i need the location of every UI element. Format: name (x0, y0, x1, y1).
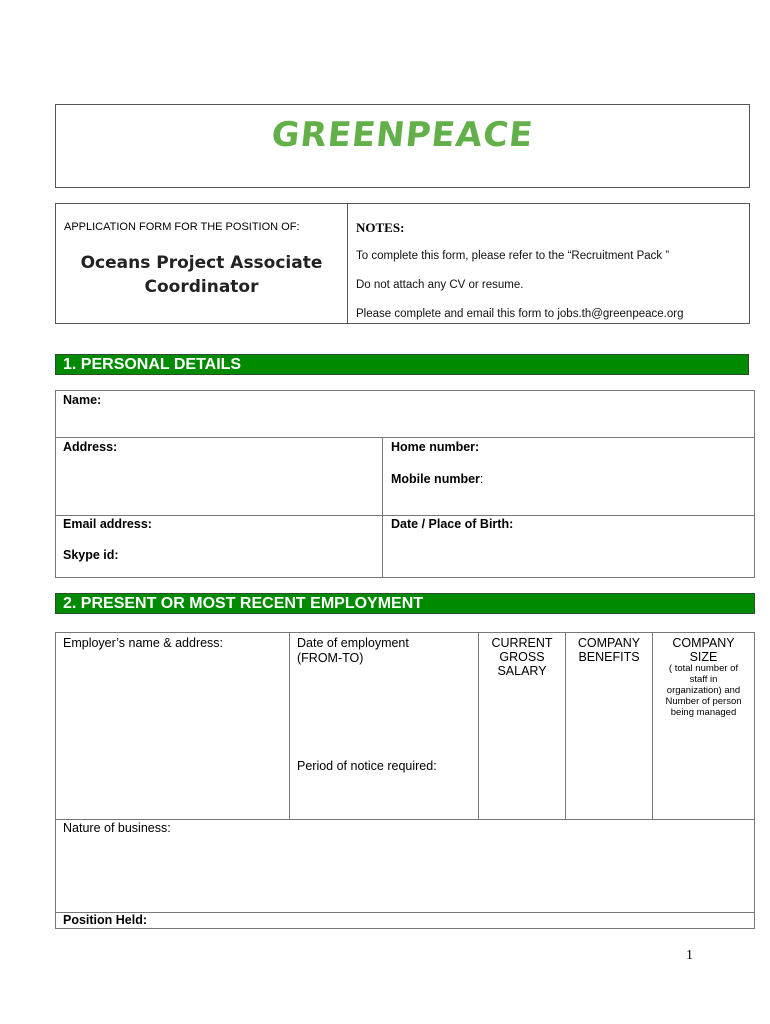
benefits-field[interactable] (565, 632, 653, 820)
email-label: Email address: (63, 517, 152, 531)
nature-label: Nature of business: (63, 821, 171, 835)
benefits-label (566, 636, 652, 664)
mobile-number-label-wrap (391, 470, 483, 488)
position-held-label: Position Held: (63, 913, 148, 927)
email-skype-field[interactable] (55, 515, 383, 578)
phone-fields[interactable] (382, 437, 755, 516)
name-label: Name: (63, 393, 102, 407)
salary-line1: CURRENT (491, 636, 553, 650)
position-title-line2: Coordinator (144, 277, 259, 297)
size-line1: COMPANY (672, 636, 735, 650)
section-heading-text: 1. PERSONAL DETAILS (63, 356, 242, 373)
date-label-line2: (FROM-TO) (297, 651, 364, 665)
employer-label: Employer’s name & address: (63, 636, 224, 650)
salary-line2: GROSS (499, 650, 545, 664)
size-note-line: ( total number of (668, 663, 739, 674)
size-note-line: organization) and (666, 685, 741, 696)
column-divider (347, 204, 348, 323)
birth-field[interactable] (382, 515, 755, 578)
position-held-field[interactable] (55, 912, 755, 929)
size-note-line: being managed (670, 707, 737, 718)
birth-label: Date / Place of Birth: (391, 517, 514, 531)
date-notice-field[interactable] (289, 632, 479, 820)
greenpeace-logo: GREENPEACE (269, 115, 536, 155)
position-title-line1: Oceans Project Associate (80, 253, 323, 273)
note-item: Do not attach any CV or resume. (356, 279, 524, 291)
employer-field[interactable] (55, 632, 290, 820)
size-line2: SIZE (689, 650, 718, 664)
skype-label: Skype id: (63, 548, 119, 562)
benefits-line2: BENEFITS (578, 650, 640, 664)
section-heading-employment (55, 593, 755, 614)
mobile-number-label: Mobile number (391, 472, 480, 486)
size-label (653, 636, 754, 664)
position-notes-box (55, 203, 750, 324)
position-title (56, 251, 347, 299)
salary-field[interactable] (478, 632, 566, 820)
name-field[interactable] (55, 390, 755, 438)
mobile-colon: : (479, 472, 484, 486)
nature-field[interactable] (55, 819, 755, 913)
address-label: Address: (63, 440, 118, 454)
section-heading-personal (55, 354, 749, 375)
note-item: To complete this form, please refer to the “Recruitment Pack ” (356, 250, 670, 262)
salary-label (479, 636, 565, 678)
size-note-line: Number of person (665, 696, 742, 707)
benefits-line1: COMPANY (577, 636, 641, 650)
size-note-line: staff in (689, 674, 718, 685)
notes-title: NOTES: (356, 220, 405, 235)
date-label-line1: Date of employment (297, 636, 409, 650)
notice-label: Period of notice required: (297, 759, 437, 773)
size-note (653, 663, 754, 718)
logo-box (55, 104, 750, 188)
address-field[interactable] (55, 437, 383, 516)
note-item: Please complete and email this form to jobs.th@greenpeace.org (356, 308, 684, 320)
page-number: 1 (686, 948, 693, 963)
home-number-label: Home number: (391, 440, 480, 454)
section-heading-text: 2. PRESENT OR MOST RECENT EMPLOYMENT (63, 595, 424, 612)
position-label: APPLICATION FORM FOR THE POSITION OF: (64, 221, 300, 233)
salary-line3: SALARY (497, 664, 547, 678)
company-size-field[interactable] (652, 632, 755, 820)
